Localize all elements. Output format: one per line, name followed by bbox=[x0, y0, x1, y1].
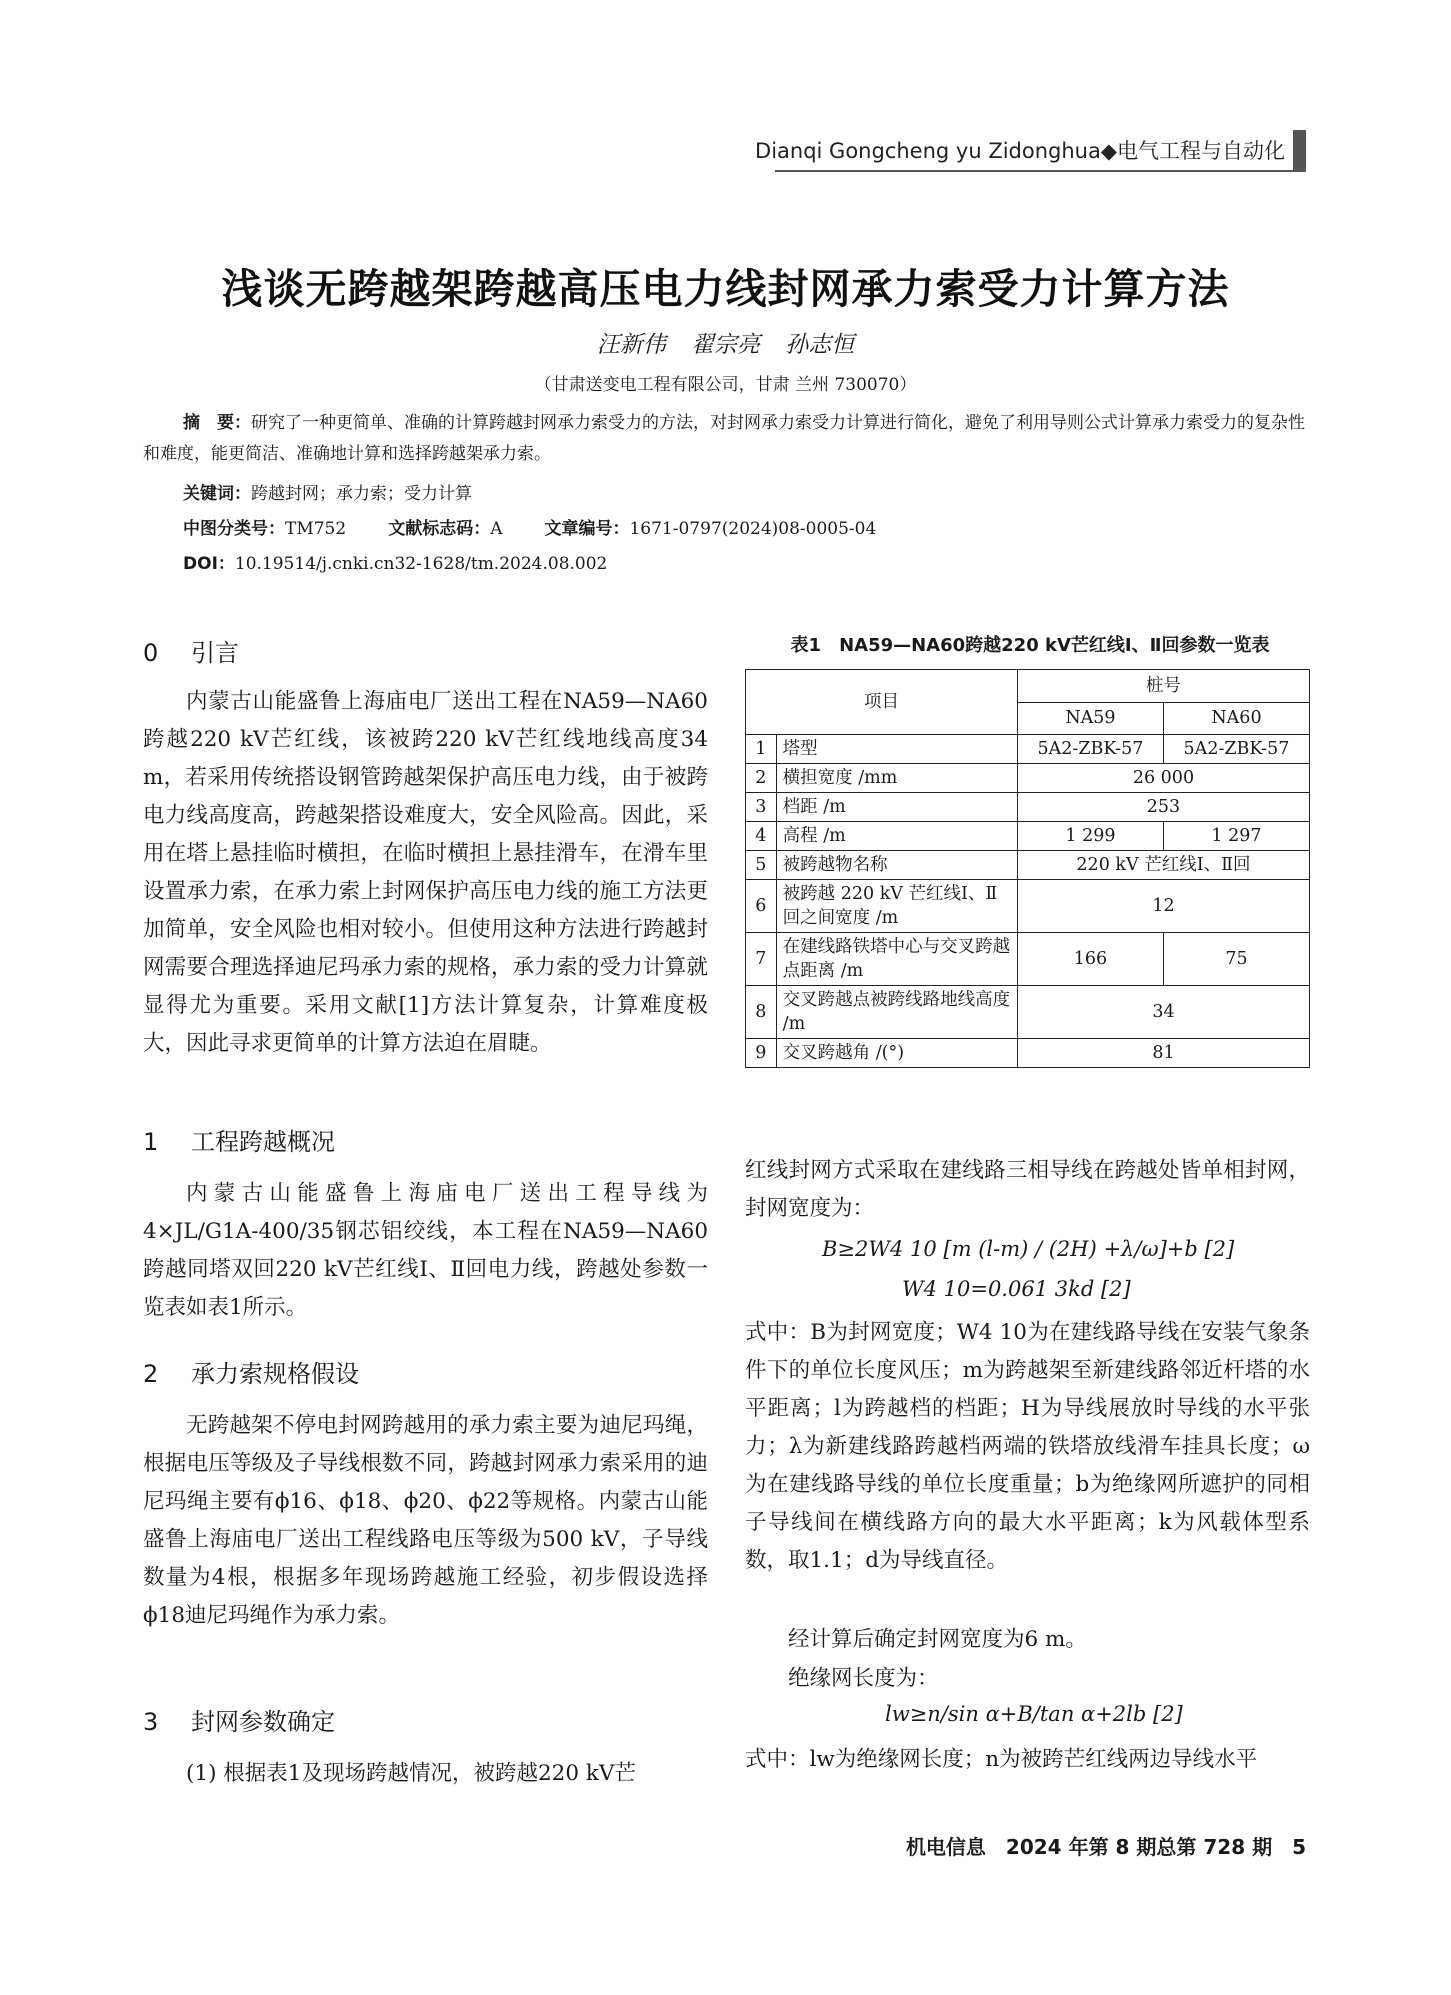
section-number: 3 bbox=[143, 1708, 159, 1736]
journal-name: Dianqi Gongcheng yu Zidonghua◆电气工程与自动化 bbox=[755, 139, 1285, 163]
doi-line bbox=[183, 549, 607, 580]
row-name: 横担宽度 /mm bbox=[776, 764, 1017, 793]
running-header bbox=[755, 128, 1306, 172]
affiliation: （甘肃送变电工程有限公司，甘肃 兰州 730070） bbox=[534, 375, 917, 395]
classification-label: 中图分类号： bbox=[183, 519, 285, 539]
page-footer: 机电信息 2024 年第 8 期总第 728 期 5 bbox=[905, 1835, 1306, 1859]
abstract-label: 摘 要： bbox=[183, 413, 251, 433]
table-row bbox=[746, 851, 1310, 880]
row-value-na60: 75 bbox=[1163, 933, 1309, 986]
article-title: 浅谈无跨越架跨越高压电力线封网承力索受力计算方法 bbox=[221, 265, 1230, 313]
row-value-na59: 166 bbox=[1017, 933, 1163, 986]
section-3-heading bbox=[143, 1702, 335, 1737]
table-row bbox=[746, 793, 1310, 822]
section-0-heading bbox=[143, 633, 239, 668]
header-bar-mark bbox=[1293, 130, 1306, 170]
params-paragraph-continued: 红线封网方式采取在建线路三相导线在跨越处皆单相封网，封网宽度为： bbox=[745, 1158, 1310, 1221]
definitions-paragraph-2: 式中：lw为绝缘网长度；n为被跨芒红线两边导线水平 bbox=[745, 1747, 1258, 1772]
row-value-na60: 5A2-ZBK-57 bbox=[1163, 735, 1309, 764]
row-number: 5 bbox=[746, 851, 777, 880]
section-title: 承力索规格假设 bbox=[191, 1360, 359, 1388]
row-value-na59: 1 299 bbox=[1017, 822, 1163, 851]
doc-code-label: 文献标志码： bbox=[388, 519, 491, 539]
doi-value: 10.19514/j.cnki.cn32-1628/tm.2024.08.002 bbox=[234, 554, 608, 574]
row-name: 被跨越 220 kV 芒红线Ⅰ、Ⅱ回之间宽度 /m bbox=[776, 880, 1017, 933]
keywords bbox=[183, 479, 472, 510]
section-number: 2 bbox=[143, 1360, 159, 1388]
row-value-merged: 26 000 bbox=[1017, 764, 1309, 793]
row-name: 交叉跨越点被跨线路地线高度 /m bbox=[776, 986, 1017, 1039]
article-no-label: 文章编号： bbox=[544, 519, 630, 539]
row-number: 6 bbox=[746, 880, 777, 933]
keywords-text: 跨越封网；承力索；受力计算 bbox=[251, 484, 472, 504]
section-title: 工程跨越概况 bbox=[191, 1128, 335, 1156]
section-number: 0 bbox=[143, 639, 159, 667]
section-number: 1 bbox=[143, 1128, 159, 1156]
row-value-merged: 220 kV 芒红线Ⅰ、Ⅱ回 bbox=[1017, 851, 1309, 880]
section-title: 封网参数确定 bbox=[191, 1708, 335, 1736]
row-value-merged: 34 bbox=[1017, 986, 1309, 1039]
row-value-na60: 1 297 bbox=[1163, 822, 1309, 851]
row-value-merged: 12 bbox=[1017, 880, 1309, 933]
classification-value: TM752 bbox=[285, 519, 347, 539]
params-paragraph-start: (1) 根据表1及现场跨越情况，被跨越220 kV芒 bbox=[186, 1761, 636, 1786]
article-no-value: 1671-0797(2024)08-0005-04 bbox=[629, 519, 877, 539]
table-row bbox=[746, 1039, 1310, 1068]
table-row bbox=[746, 880, 1310, 933]
doi-label: DOI： bbox=[183, 554, 235, 574]
formula-wind-pressure: W4 10=0.061 3kd [2] bbox=[902, 1277, 1131, 1301]
row-value-na59: 5A2-ZBK-57 bbox=[1017, 735, 1163, 764]
table-row bbox=[746, 933, 1310, 986]
assumption-paragraph: 无跨越架不停电封网跨越用的承力索主要为迪尼玛绳，根据电压等级及子导线根数不同，跨越封网承力索采用的迪尼玛绳主要有ϕ16、ϕ18、ϕ20、ϕ22等规格。内蒙古山能盛鲁上海庙电厂送出工程线路电压等级为500 kV，子导线数量为4根，根据多年现场跨越施工经验，初步假设选择ϕ18迪尼玛绳作为承力索。 bbox=[143, 1413, 708, 1628]
table-row bbox=[746, 822, 1310, 851]
row-name: 被跨越物名称 bbox=[776, 851, 1017, 880]
section-2-heading bbox=[143, 1354, 359, 1389]
row-name: 塔型 bbox=[776, 735, 1017, 764]
authors: 汪新伟 翟宗亮 孙志恒 bbox=[596, 332, 855, 358]
table-col-na60: NA60 bbox=[1163, 702, 1309, 735]
row-name: 在建线路铁塔中心与交叉跨越点距离 /m bbox=[776, 933, 1017, 986]
row-number: 2 bbox=[746, 764, 777, 793]
abstract bbox=[143, 408, 1308, 470]
row-value-merged: 253 bbox=[1017, 793, 1309, 822]
row-number: 7 bbox=[746, 933, 777, 986]
section-1-heading bbox=[143, 1122, 335, 1157]
row-name: 高程 /m bbox=[776, 822, 1017, 851]
row-number: 8 bbox=[746, 986, 777, 1039]
section-title: 引言 bbox=[191, 639, 239, 667]
row-number: 1 bbox=[746, 735, 777, 764]
definitions-paragraph: 式中：B为封网宽度；W4 10为在建线路导线在安装气象条件下的单位长度风压；m为跨越架至新建线路邻近杆塔的水平距离；l为跨越档的档距；H为导线展放时导线的水平张力；λ为新建线路跨越档两端的铁塔放线滑车挂具长度；ω为在建线路导线的单位长度重量；b为绝缘网所遮护的同相子导线间在横线路方向的最大水平距离；k为风载体型系数，取1.1；d为导线直径。 bbox=[745, 1320, 1310, 1573]
classification-line bbox=[183, 514, 876, 545]
doc-code-value: A bbox=[490, 519, 503, 539]
table-caption: 表1 NA59—NA60跨越220 kV芒红线Ⅰ、Ⅱ回参数一览表 bbox=[790, 635, 1270, 656]
parameter-table bbox=[745, 669, 1310, 1068]
row-number: 3 bbox=[746, 793, 777, 822]
table-row bbox=[746, 986, 1310, 1039]
table-row bbox=[746, 764, 1310, 793]
table-row bbox=[746, 735, 1310, 764]
overview-paragraph: 内蒙古山能盛鲁上海庙电厂送出工程导线为4×JL/G1A-400/35钢芯铝绞线，本工程在NA59—NA60跨越同塔双回220 kV芒红线Ⅰ、Ⅱ回电力线，跨越处参数一览表如表1所示。 bbox=[143, 1181, 708, 1320]
row-name: 交叉跨越角 /(°) bbox=[776, 1039, 1017, 1068]
keywords-label: 关键词： bbox=[183, 484, 251, 504]
row-value-merged: 81 bbox=[1017, 1039, 1309, 1068]
table-head-pile: 桩号 bbox=[1017, 670, 1309, 703]
header-rule bbox=[775, 170, 1306, 172]
intro-paragraph: 内蒙古山能盛鲁上海庙电厂送出工程在NA59—NA60跨越220 kV芒红线，该被跨220 kV芒红线地线高度34 m，若采用传统搭设钢管跨越架保护高压电力线，由于被跨电力线高度高，跨越架搭设难度大，安全风险高。因此，采用在塔上悬挂临时横担，在临时横担上悬挂滑车，在滑车里设置承力索，在承力索上封网保护高压电力线的施工方法更加简单，安全风险也相对较小。但使用这种方法进行跨越封网需要合理选择迪尼玛承力索的规格，承力索的受力计算就显得尤为重要。采用文献[1]方法计算复杂，计算难度极大，因此寻求更简单的计算方法迫在眉睫。 bbox=[143, 689, 708, 1056]
formula-sealing-width: B≥2W4 10 [m (l-m) / (2H) +λ/ω]+b [2] bbox=[822, 1237, 1235, 1261]
net-length-intro: 绝缘网长度为： bbox=[788, 1666, 939, 1691]
computed-width-paragraph: 经计算后确定封网宽度为6 m。 bbox=[788, 1627, 1087, 1652]
row-number: 9 bbox=[746, 1039, 777, 1068]
table-header-row bbox=[746, 670, 1310, 703]
row-number: 4 bbox=[746, 822, 777, 851]
row-name: 档距 /m bbox=[776, 793, 1017, 822]
table-head-item: 项目 bbox=[746, 670, 1018, 735]
table-col-na59: NA59 bbox=[1017, 702, 1163, 735]
abstract-text: 研究了一种更简单、准确的计算跨越封网承力索受力的方法，对封网承力索受力计算进行简化，避免了利用导则公式计算承力索受力的复杂性和难度，能更简洁、准确地计算和选择跨越架承力索。 bbox=[143, 413, 1305, 464]
formula-net-length: lw≥n/sin α+B/tan α+2lb [2] bbox=[885, 1702, 1183, 1726]
